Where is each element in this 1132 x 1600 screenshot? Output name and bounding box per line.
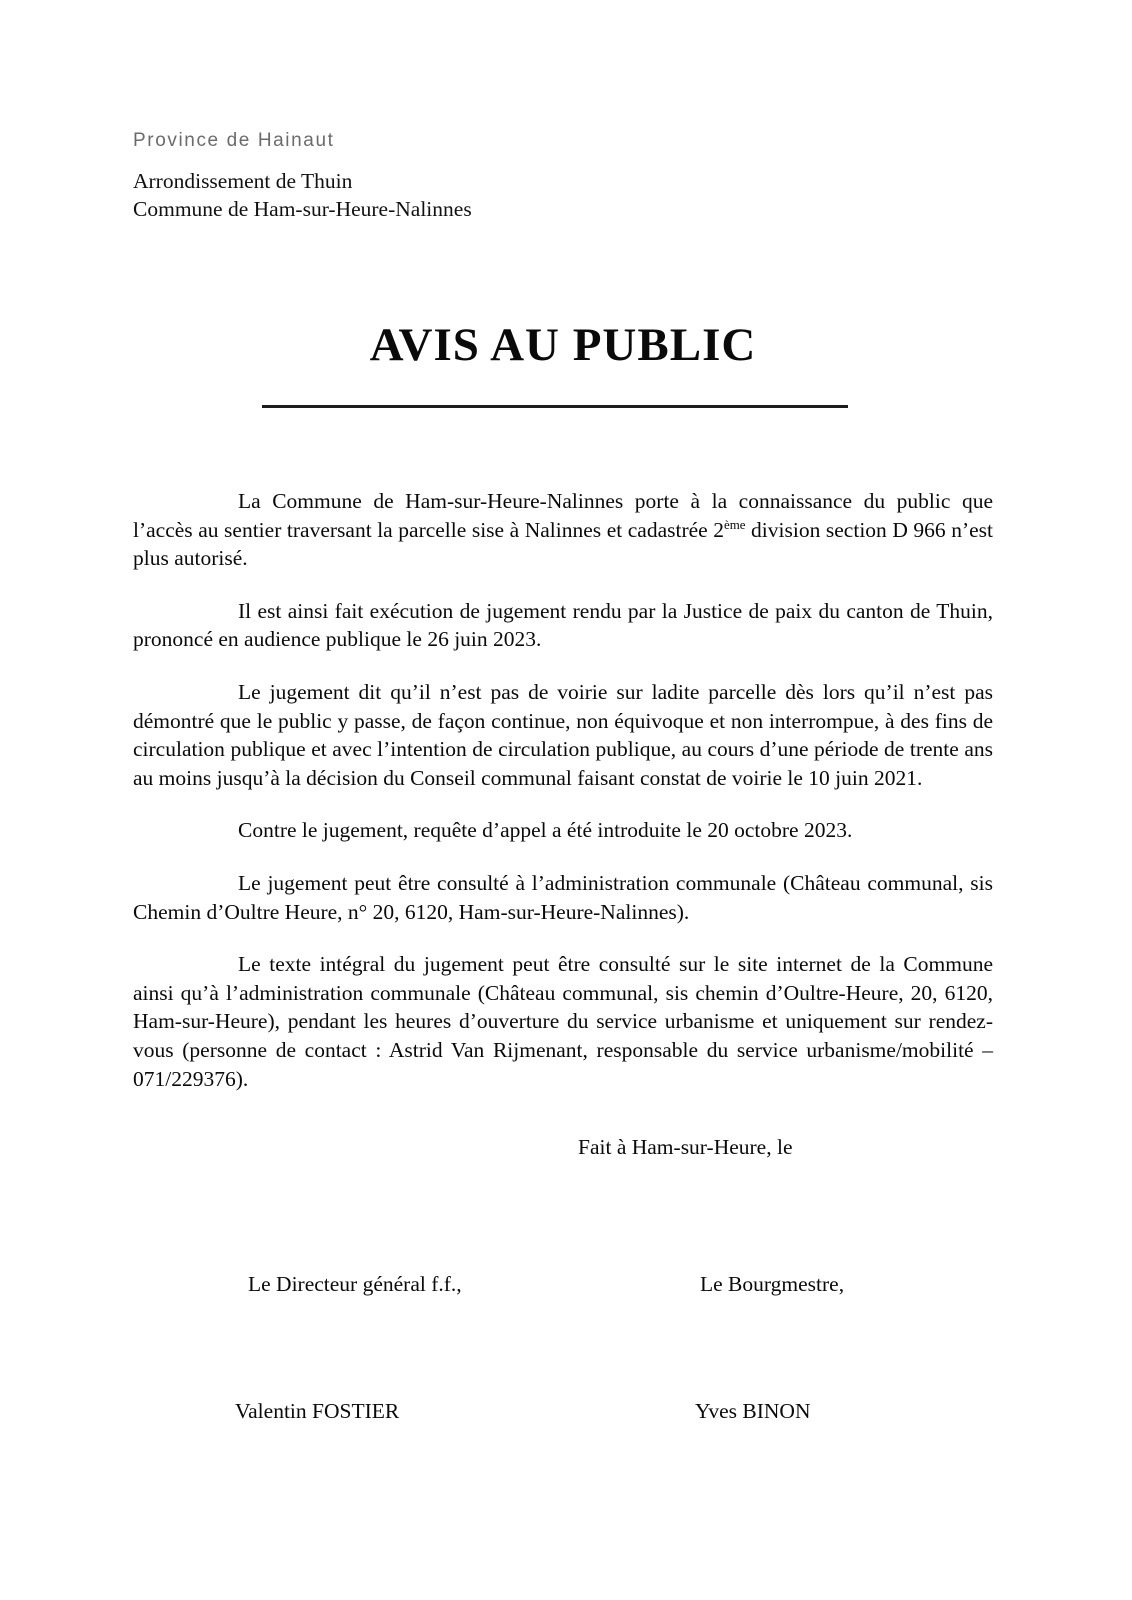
paragraph-parcel-text: La Commune de Ham-sur-Heure-Nalinnes porte à la connaissance du public que l’accès au sentier traversant la parcelle sise à Nalinnes et cadastrée 2 bbox=[133, 489, 993, 542]
paragraph-parcel-notice bbox=[133, 487, 993, 573]
province-label: Province de Hainaut bbox=[133, 130, 335, 151]
title-underline-rule bbox=[262, 405, 848, 408]
signature-name-bourgmestre: Yves BINON bbox=[695, 1399, 811, 1423]
paragraph-appeal: Contre le jugement, requête d’appel a été introduite le 20 octobre 2023. bbox=[238, 818, 853, 843]
paragraph-judgment-execution: Il est ainsi fait exécution de jugement rendu par la Justice de paix du canton de Thuin, prononcé en audience publique le 26 juin 2023. bbox=[133, 598, 993, 652]
page-title: AVIS AU PUBLIC bbox=[369, 319, 757, 371]
signature-role-director: Le Directeur général f.f., bbox=[248, 1272, 462, 1296]
notice-body bbox=[133, 487, 993, 1186]
arrondissement-label: Arrondissement de Thuin bbox=[133, 169, 353, 193]
dateline: Fait à Ham-sur-Heure, le bbox=[578, 1135, 793, 1160]
signature-role-bourgmestre: Le Bourgmestre, bbox=[700, 1272, 845, 1296]
commune-label: Commune de Ham-sur-Heure-Nalinnes bbox=[133, 197, 472, 221]
paragraph-consultation: Le jugement peut être consulté à l’administration communale (Château communal, sis Chemin d’Oultre Heure, n° 20, 6120, Ham-sur-Heure-Nalinnes). bbox=[133, 870, 993, 924]
letterhead bbox=[133, 130, 472, 223]
paragraph-full-text-access: Le texte intégral du jugement peut être consulté sur le site internet de la Commune ainsi qu’à l’administration communale (Château communal, sis chemin d’Oultre-Heure, 20, 6120, Ham-sur-Heure), pendant les heures d’ouverture du service urbanisme et uniquement sur rendez-vous (personne de contact : Astrid Van Rijmenant, responsable du service urbanisme/mobilité – 071/229376). bbox=[133, 952, 993, 1091]
paragraph-parcel-text-end: division section D 966 n’est plus autorisé. bbox=[133, 517, 993, 571]
signature-name-director: Valentin FOSTIER bbox=[235, 1399, 400, 1423]
ordinal-superscript: ème bbox=[724, 517, 746, 532]
paragraph-judgment-details: Le jugement dit qu’il n’est pas de voirie sur ladite parcelle dès lors qu’il n’est pas démontré que le public y passe, de façon continue, non équivoque et non interrompue, à des fins de circulation publique et avec l’intention de circulation publique, au cours d’une période de trente ans au moins jusqu’à la décision du Conseil communal faisant constat de voirie le 10 juin 2021. bbox=[133, 679, 993, 790]
